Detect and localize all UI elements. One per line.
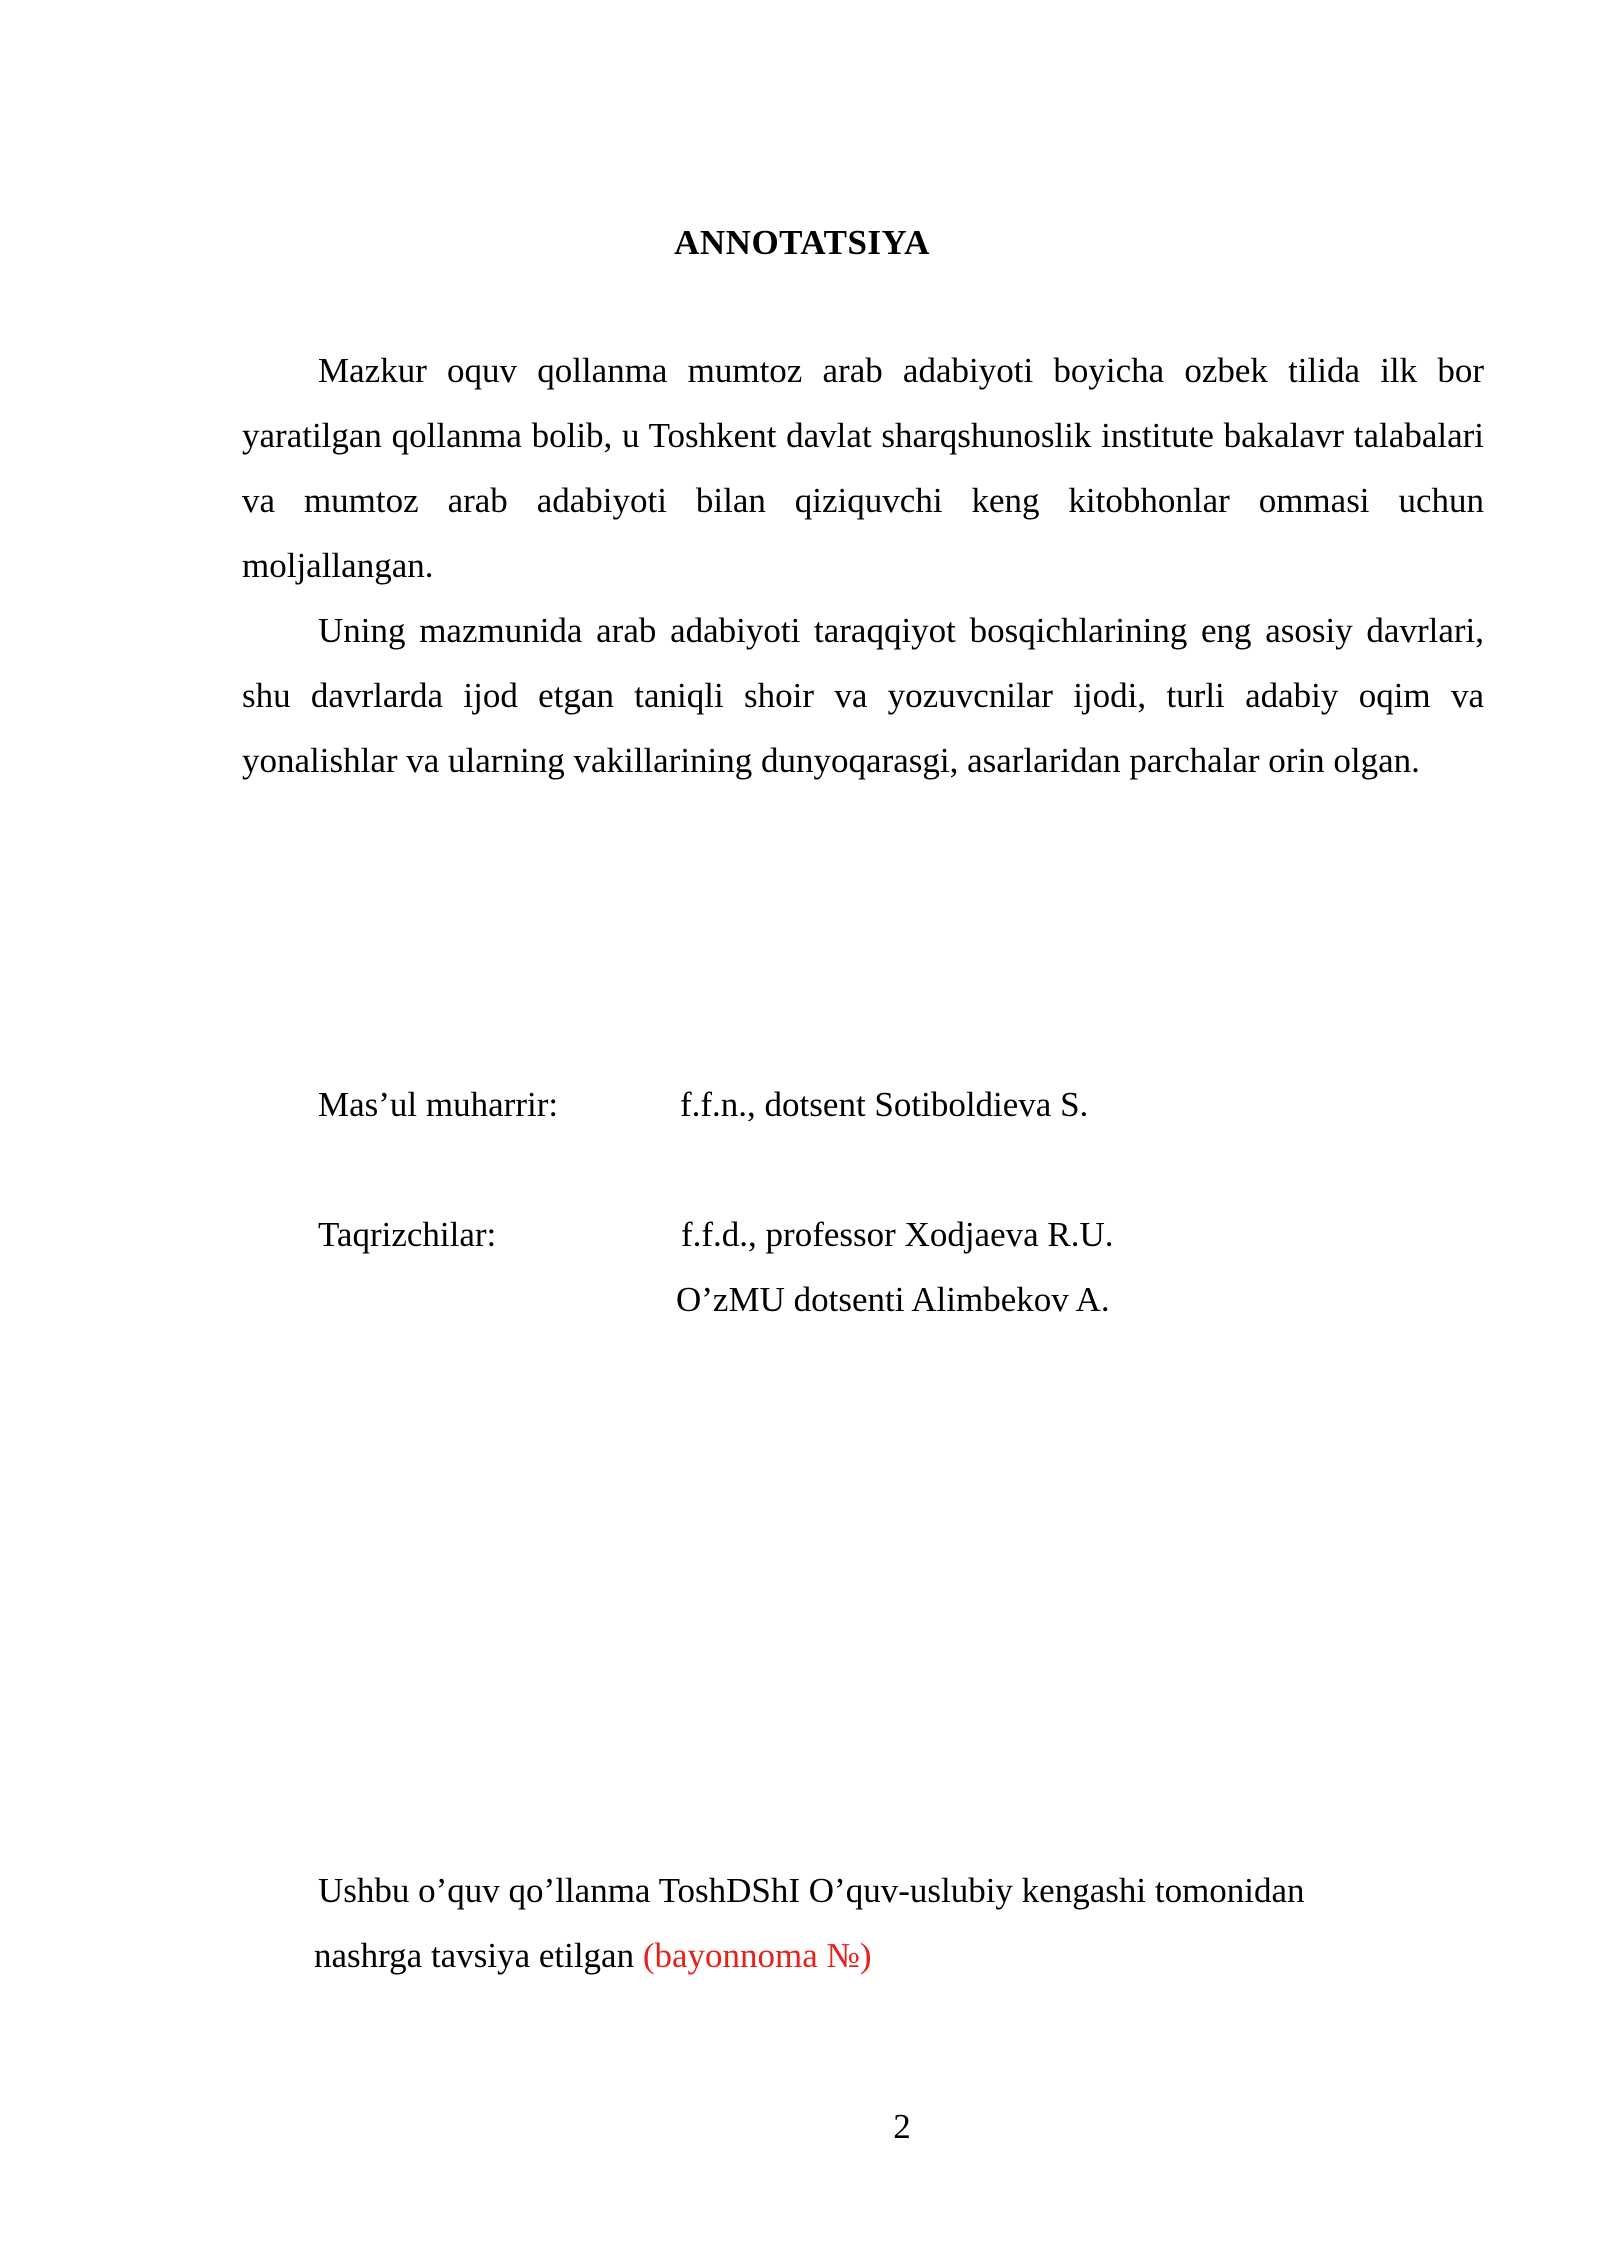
protocol-number-placeholder: (bayonnoma №): [642, 1936, 872, 1975]
reviewer-2: O’zMU dotsenti Alimbekov A.: [676, 1280, 1110, 1319]
approval-line-2-text: nashrga tavsiya etilgan: [314, 1936, 643, 1975]
annotation-body: [242, 338, 1484, 793]
approval-note: [314, 1858, 1305, 1988]
approval-line-1: Ushbu o’quv qo’llanma ToshDShI O’quv-uslubiy kengashi tomonidan: [318, 1871, 1305, 1910]
editor-value: f.f.n., dotsent Sotiboldieva S.: [680, 1085, 1089, 1124]
title-text: ANNOTATSIYA: [674, 223, 930, 262]
page-number-text: 2: [893, 2107, 911, 2146]
reviewers-label: Taqrizchilar:: [318, 1215, 497, 1254]
approval-line-2: [314, 1923, 1305, 1988]
page-title: [0, 218, 1600, 268]
reviewer-1: f.f.d., professor Xodjaeva R.U.: [681, 1215, 1114, 1254]
page-number: [0, 2102, 1600, 2152]
editor-label: Mas’ul muharrir:: [318, 1085, 559, 1124]
annotation-paragraph-1: Mazkur oquv qollanma mumtoz arab adabiyoti boyicha ozbek tilida ilk bor yaratilgan qollanma bolib, u Toshkent davlat sharqshunoslik institute bakalavr talabalari va mumtoz arab adabiyoti bilan qiziquvchi keng kitobhonlar ommasi uchun moljallangan.: [242, 351, 1484, 585]
annotation-paragraph-2: Uning mazmunida arab adabiyoti taraqqiyot bosqichlarining eng asosiy davrlari, shu davrlarda ijod etgan taniqli shoir va yozuvcnilar ijodi, turli adabiy oqim va yonalishlar va ularning vakillarining dunyoqarasgi, asarlaridan parchalar orin olgan.: [242, 611, 1484, 780]
